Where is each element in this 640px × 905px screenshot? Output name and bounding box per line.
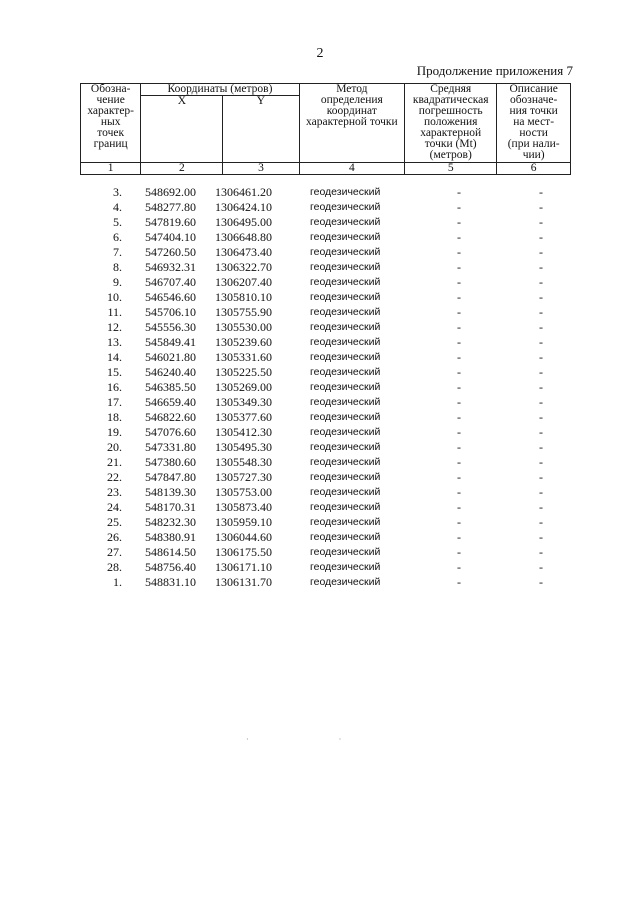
description-cell: - [539, 200, 543, 214]
point-number-cell: 13. [107, 335, 122, 349]
description-cell: - [539, 320, 543, 334]
point-number-cell: 8. [113, 260, 122, 274]
point-number-cell: 9. [113, 275, 122, 289]
error-cell: - [457, 410, 461, 424]
table-row [80, 485, 571, 500]
method-cell: геодезический [310, 516, 381, 528]
error-cell: - [457, 290, 461, 304]
method-cell: геодезический [310, 576, 381, 588]
header-y: Y [223, 96, 299, 163]
method-cell: геодезический [310, 216, 381, 228]
error-cell: - [457, 245, 461, 259]
description-cell: - [539, 245, 543, 259]
description-cell: - [539, 470, 543, 484]
error-cell: - [457, 515, 461, 529]
column-number: 5 [405, 163, 497, 175]
error-cell: - [457, 425, 461, 439]
error-cell: - [457, 260, 461, 274]
x-coordinate-cell: 546021.80 [145, 350, 196, 364]
point-number-cell: 22. [107, 470, 122, 484]
y-coordinate-cell: 1305269.00 [215, 380, 272, 394]
point-number-cell: 12. [107, 320, 122, 334]
x-coordinate-cell: 546546.60 [145, 290, 196, 304]
description-cell: - [539, 335, 543, 349]
point-number-cell: 14. [107, 350, 122, 364]
x-coordinate-cell: 548614.50 [145, 545, 196, 559]
table-row [80, 365, 571, 380]
error-cell: - [457, 440, 461, 454]
description-cell: - [539, 560, 543, 574]
description-cell: - [539, 260, 543, 274]
x-coordinate-cell: 548692.00 [145, 185, 196, 199]
method-cell: геодезический [310, 306, 381, 318]
header-x: X [141, 96, 223, 163]
y-coordinate-cell: 1305530.00 [215, 320, 272, 334]
table-row [80, 560, 571, 575]
x-coordinate-cell: 547404.10 [145, 230, 196, 244]
description-cell: - [539, 515, 543, 529]
table-row [80, 275, 571, 290]
point-number-cell: 23. [107, 485, 122, 499]
error-cell: - [457, 500, 461, 514]
header-coordinates: Координаты (метров) [141, 84, 299, 96]
x-coordinate-cell: 547847.80 [145, 470, 196, 484]
point-number-cell: 11. [107, 305, 122, 319]
point-number-cell: 24. [107, 500, 122, 514]
table-row [80, 305, 571, 320]
point-number-cell: 4. [113, 200, 122, 214]
point-number-cell: 21. [107, 455, 122, 469]
continuation-label: Продолжение приложения 7 [416, 63, 573, 78]
column-number: 4 [299, 163, 405, 175]
method-cell: геодезический [310, 486, 381, 498]
page-number: 2 [316, 46, 324, 61]
method-cell: геодезический [310, 201, 381, 213]
table-header [80, 83, 571, 175]
x-coordinate-cell: 548831.10 [145, 575, 196, 589]
y-coordinate-cell: 1305495.30 [215, 440, 272, 454]
x-coordinate-cell: 548232.30 [145, 515, 196, 529]
method-cell: геодезический [310, 561, 381, 573]
table-row [80, 530, 571, 545]
scan-artifact-dots: ·· [246, 735, 432, 744]
point-number-cell: 26. [107, 530, 122, 544]
point-number-cell: 6. [113, 230, 122, 244]
error-cell: - [457, 455, 461, 469]
x-coordinate-cell: 545556.30 [145, 320, 196, 334]
x-coordinate-cell: 547260.50 [145, 245, 196, 259]
table-row [80, 230, 571, 245]
column-number: 1 [81, 163, 141, 175]
column-number: 2 [141, 163, 223, 175]
point-number-cell: 28. [107, 560, 122, 574]
y-coordinate-cell: 1306461.20 [215, 185, 272, 199]
y-coordinate-cell: 1306044.60 [215, 530, 272, 544]
description-cell: - [539, 215, 543, 229]
y-coordinate-cell: 1305753.00 [215, 485, 272, 499]
y-coordinate-cell: 1306495.00 [215, 215, 272, 229]
x-coordinate-cell: 546707.40 [145, 275, 196, 289]
x-coordinate-cell: 548756.40 [145, 560, 196, 574]
error-cell: - [457, 470, 461, 484]
table-row [80, 260, 571, 275]
column-number: 3 [223, 163, 299, 175]
method-cell: геодезический [310, 276, 381, 288]
y-coordinate-cell: 1306207.40 [215, 275, 272, 289]
method-cell: геодезический [310, 471, 381, 483]
y-coordinate-cell: 1305959.10 [215, 515, 272, 529]
method-cell: геодезический [310, 411, 381, 423]
x-coordinate-cell: 547331.80 [145, 440, 196, 454]
y-coordinate-cell: 1306648.80 [215, 230, 272, 244]
y-coordinate-cell: 1305331.60 [215, 350, 272, 364]
x-coordinate-cell: 546240.40 [145, 365, 196, 379]
y-coordinate-cell: 1305873.40 [215, 500, 272, 514]
y-coordinate-cell: 1305548.30 [215, 455, 272, 469]
method-cell: геодезический [310, 246, 381, 258]
point-number-cell: 5. [113, 215, 122, 229]
column-number: 6 [497, 163, 571, 175]
description-cell: - [539, 530, 543, 544]
header-method: Метод определения координат характерной точки [299, 84, 405, 163]
y-coordinate-cell: 1305225.50 [215, 365, 272, 379]
error-cell: - [457, 350, 461, 364]
x-coordinate-cell: 546385.50 [145, 380, 196, 394]
description-cell: - [539, 350, 543, 364]
description-cell: - [539, 290, 543, 304]
method-cell: геодезический [310, 336, 381, 348]
description-cell: - [539, 395, 543, 409]
method-cell: геодезический [310, 426, 381, 438]
point-number-cell: 20. [107, 440, 122, 454]
description-cell: - [539, 440, 543, 454]
y-coordinate-cell: 1305810.10 [215, 290, 272, 304]
table-row [80, 455, 571, 470]
method-cell: геодезический [310, 501, 381, 513]
point-number-cell: 3. [113, 185, 122, 199]
point-number-cell: 25. [107, 515, 122, 529]
error-cell: - [457, 185, 461, 199]
table-header-wrap [80, 83, 571, 175]
x-coordinate-cell: 548170.31 [145, 500, 196, 514]
y-coordinate-cell: 1305377.60 [215, 410, 272, 424]
point-number-cell: 10. [107, 290, 122, 304]
table-row [80, 515, 571, 530]
method-cell: геодезический [310, 396, 381, 408]
description-cell: - [539, 425, 543, 439]
table-row [80, 410, 571, 425]
header-error: Средняя квадратическая погрешность положения характерной точки (Mt) (метров) [405, 84, 497, 163]
method-cell: геодезический [310, 531, 381, 543]
method-cell: геодезический [310, 321, 381, 333]
table-row [80, 425, 571, 440]
method-cell: геодезический [310, 231, 381, 243]
y-coordinate-cell: 1305727.30 [215, 470, 272, 484]
error-cell: - [457, 335, 461, 349]
error-cell: - [457, 380, 461, 394]
x-coordinate-cell: 548277.80 [145, 200, 196, 214]
table-row [80, 500, 571, 515]
table-row [80, 215, 571, 230]
method-cell: геодезический [310, 291, 381, 303]
point-number-cell: 27. [107, 545, 122, 559]
y-coordinate-cell: 1306473.40 [215, 245, 272, 259]
y-coordinate-cell: 1306131.70 [215, 575, 272, 589]
error-cell: - [457, 365, 461, 379]
point-number-cell: 15. [107, 365, 122, 379]
description-cell: - [539, 455, 543, 469]
y-coordinate-cell: 1305349.30 [215, 395, 272, 409]
description-cell: - [539, 305, 543, 319]
table-row [80, 395, 571, 410]
x-coordinate-cell: 548139.30 [145, 485, 196, 499]
description-cell: - [539, 545, 543, 559]
x-coordinate-cell: 548380.91 [145, 530, 196, 544]
point-number-cell: 1. [113, 575, 122, 589]
table-row [80, 575, 571, 590]
error-cell: - [457, 545, 461, 559]
x-coordinate-cell: 547380.60 [145, 455, 196, 469]
point-number-cell: 17. [107, 395, 122, 409]
method-cell: геодезический [310, 261, 381, 273]
error-cell: - [457, 230, 461, 244]
table-row [80, 350, 571, 365]
error-cell: - [457, 275, 461, 289]
method-cell: геодезический [310, 441, 381, 453]
method-cell: геодезический [310, 366, 381, 378]
error-cell: - [457, 200, 461, 214]
table-row [80, 545, 571, 560]
table-row [80, 245, 571, 260]
table-row [80, 320, 571, 335]
x-coordinate-cell: 547076.60 [145, 425, 196, 439]
x-coordinate-cell: 546659.40 [145, 395, 196, 409]
description-cell: - [539, 500, 543, 514]
method-cell: геодезический [310, 456, 381, 468]
header-description: Описание обозначе- ния точки на мест- ности (при нали- чии) [497, 84, 571, 163]
description-cell: - [539, 230, 543, 244]
error-cell: - [457, 485, 461, 499]
y-coordinate-cell: 1306175.50 [215, 545, 272, 559]
table-row [80, 335, 571, 350]
y-coordinate-cell: 1306424.10 [215, 200, 272, 214]
description-cell: - [539, 365, 543, 379]
table-body [80, 185, 571, 590]
method-cell: геодезический [310, 381, 381, 393]
y-coordinate-cell: 1306322.70 [215, 260, 272, 274]
x-coordinate-cell: 546932.31 [145, 260, 196, 274]
error-cell: - [457, 530, 461, 544]
table-row [80, 200, 571, 215]
table-row [80, 290, 571, 305]
description-cell: - [539, 185, 543, 199]
header-points: Обозна- чение характер- ных точек границ [81, 84, 141, 163]
method-cell: геодезический [310, 546, 381, 558]
description-cell: - [539, 575, 543, 589]
table-row [80, 380, 571, 395]
y-coordinate-cell: 1306171.10 [215, 560, 272, 574]
point-number-cell: 7. [113, 245, 122, 259]
point-number-cell: 18. [107, 410, 122, 424]
x-coordinate-cell: 547819.60 [145, 215, 196, 229]
y-coordinate-cell: 1305412.30 [215, 425, 272, 439]
error-cell: - [457, 395, 461, 409]
error-cell: - [457, 575, 461, 589]
description-cell: - [539, 380, 543, 394]
y-coordinate-cell: 1305755.90 [215, 305, 272, 319]
table-row [80, 440, 571, 455]
description-cell: - [539, 410, 543, 424]
error-cell: - [457, 305, 461, 319]
x-coordinate-cell: 545706.10 [145, 305, 196, 319]
point-number-cell: 19. [107, 425, 122, 439]
y-coordinate-cell: 1305239.60 [215, 335, 272, 349]
error-cell: - [457, 215, 461, 229]
error-cell: - [457, 320, 461, 334]
x-coordinate-cell: 545849.41 [145, 335, 196, 349]
table-row [80, 185, 571, 200]
point-number-cell: 16. [107, 380, 122, 394]
description-cell: - [539, 275, 543, 289]
x-coordinate-cell: 546822.60 [145, 410, 196, 424]
description-cell: - [539, 485, 543, 499]
method-cell: геодезический [310, 186, 381, 198]
table-row [80, 470, 571, 485]
error-cell: - [457, 560, 461, 574]
method-cell: геодезический [310, 351, 381, 363]
